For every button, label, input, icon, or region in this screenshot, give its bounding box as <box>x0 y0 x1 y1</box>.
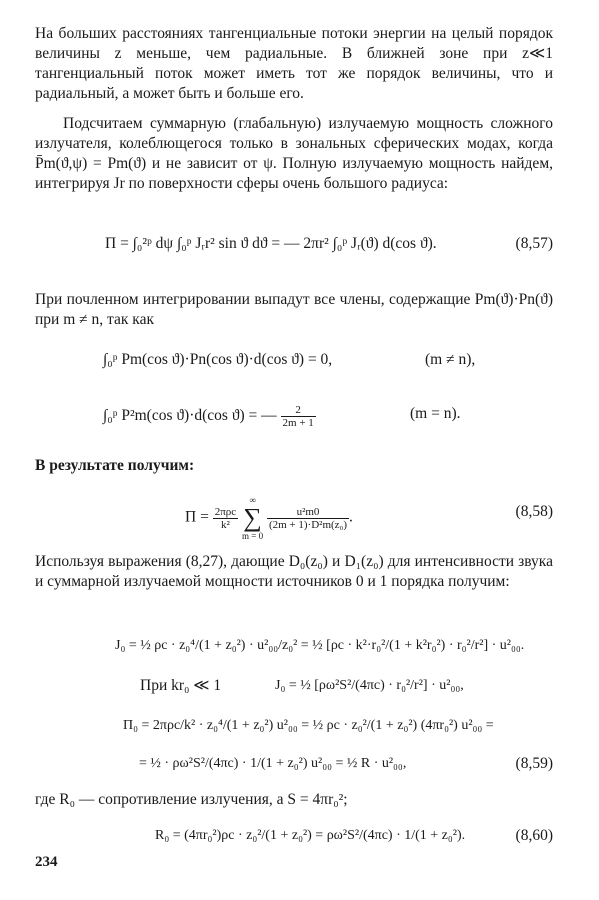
equation-8-60 <box>35 816 553 856</box>
equation-body: Π = ∫₀²ᵖ dψ ∫₀ᵖ Jᵣr² sin ϑ dϑ = — 2πr² ∫₀ᵖ Jᵣ(ϑ) d(cos ϑ). <box>105 235 437 252</box>
equation-number: (8,59) <box>515 755 553 772</box>
sum-sign <box>242 494 263 542</box>
sum-icon: ∑ <box>243 503 262 532</box>
paragraph-termwise: При почленном интегрировании выпадут все члены, содержащие Pm(ϑ)·Pn(ϑ) при m ≠ n, так как <box>35 291 553 328</box>
equation-number: (8,58) <box>515 503 553 520</box>
equation-body: J₀ = ½ ρc · z₀⁴/(1 + z₀²) · u²₀₀/z₀² = ½ [ρc · k²·r₀²/(1 + k²r₀²) · r₀²/r²] · u²₀₀. <box>115 638 525 653</box>
equation-body: = ½ · ρω²S²/(4πc) · 1/(1 + z₀²) u²₀₀ = ½ R · u²₀₀, <box>139 756 407 771</box>
fraction <box>267 506 349 531</box>
equation-condition: (m = n). <box>410 405 461 422</box>
result-label: В результате получим: <box>35 457 195 474</box>
equation-orthogonality-1 <box>35 340 553 380</box>
equation-condition: При kr₀ ≪ 1 <box>140 677 222 694</box>
paragraph-total-power: Подсчитаем суммарную (глабальную) излучаемую мощность сложного излучателя, колеблющегося только в зональных сферических модах, когда P̄m(ϑ,ψ) = Pm(ϑ) и не зависит от ψ. Полную излучаемую мощность найдем, интегрируя Jr по поверхности сферы очень большого радиуса: <box>35 115 553 192</box>
fraction-numerator: 2 <box>281 404 316 417</box>
equation-number: (8,57) <box>515 235 553 252</box>
equation-body: ∫₀ᵖ Pm(cos ϑ)·Pn(cos ϑ)·d(cos ϑ) = 0, <box>103 351 333 368</box>
equation-j0 <box>35 626 553 666</box>
fraction-denominator: (2m + 1)·D²m(z₀) <box>268 518 348 531</box>
equation-j0-low-freq <box>35 666 553 706</box>
equation-condition: (m ≠ n), <box>425 351 476 368</box>
paragraph-radiation-resistance: где R₀ — сопротивление излучения, а S = 4πr₀²; <box>35 791 348 808</box>
equation-8-59 <box>35 744 553 784</box>
fraction-numerator: 2πρc <box>214 505 237 518</box>
equation-body <box>103 404 316 429</box>
equation-body: Π₀ = 2πρc/k² · z₀⁴/(1 + z₀²) u²₀₀ = ½ ρc · z₀²/(1 + z₀²) (4πr₀²) u²₀₀ = <box>123 718 494 733</box>
equation-8-57 <box>35 222 553 272</box>
fraction <box>281 404 316 429</box>
fraction-denominator: k² <box>221 518 230 531</box>
equation-orthogonality-2 <box>35 394 553 438</box>
equation-pi0 <box>35 706 553 746</box>
paragraph-tangential-flux: На больших расстояниях тангенциальные потоки энергии на целый порядок величины z меньше, чем радиальные. В ближней зоне при z≪1 тангенциальный поток может иметь тот же порядок величины, что и радиальный, а может быть и больше его. <box>35 25 553 102</box>
equation-body: R₀ = (4πr₀²)ρc · z₀²/(1 + z₀²) = ρω²S²/(4πc) · 1/(1 + z₀²). <box>155 828 466 843</box>
sum-upper-limit: ∞ <box>249 495 256 505</box>
page-number: 234 <box>35 854 58 870</box>
equation-8-58 <box>35 480 553 542</box>
fraction-numerator: u²m0 <box>267 506 349 519</box>
equation-lhs: ∫₀ᵖ P²m(cos ϑ)·d(cos ϑ) = — <box>103 407 277 425</box>
equation-number: (8,60) <box>515 827 553 844</box>
equation-lhs: Π = <box>185 508 209 526</box>
fraction-denominator: 2m + 1 <box>282 417 314 429</box>
equation-body: J₀ = ½ [ρω²S²/(4πc) · r₀²/r²] · u²₀₀, <box>275 678 464 693</box>
fraction <box>213 506 238 531</box>
sum-lower-limit: m = 0 <box>242 531 264 541</box>
equation-body: Π = $\frac{\text{2πρc}}{\text{k²}}$ ∞ ∑ m = 0 $\frac{\text{u²m0}}{\text{(2m + 1)·D²m(z₀)}}$ . <box>185 495 353 541</box>
paragraph-using-expressions: Используя выражения (8,27), дающие D₀(z₀) и D₁(z₀) для интенсивности звука и суммарной излучаемой мощности источников 0 и 1 порядка получим: <box>35 553 553 590</box>
